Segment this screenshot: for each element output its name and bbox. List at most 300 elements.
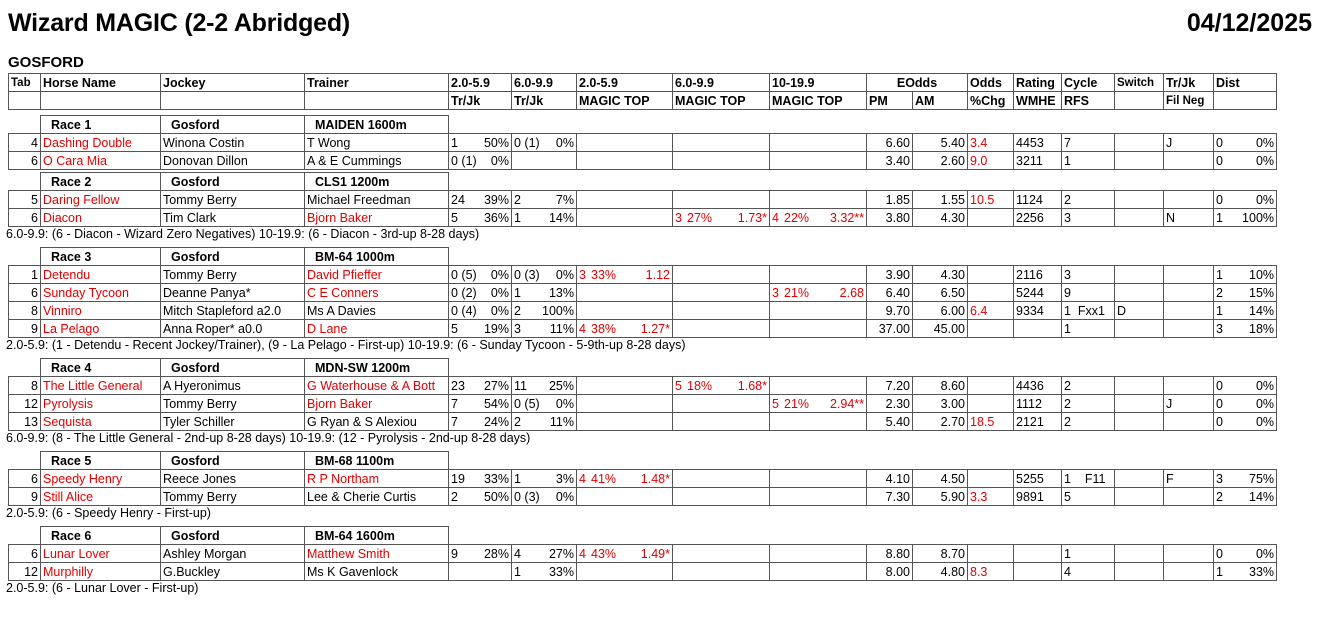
horse-name: Sequista (41, 413, 161, 431)
rating-wmhe: 3211 (1014, 152, 1062, 170)
stat-count: 0 (2) (451, 285, 477, 300)
eodds-am: 4.30 (913, 266, 968, 284)
magic-price: 2.94** (829, 396, 864, 411)
race-class: CLS1 1200m (305, 173, 449, 191)
dist-split (1216, 303, 1274, 319)
trjk-fil-neg (1164, 320, 1214, 338)
magic-top-10-19 (770, 488, 867, 506)
stat-split (514, 414, 574, 430)
dist-stat (1214, 563, 1277, 581)
col-subheader-empty (305, 92, 449, 110)
switch-value (1115, 395, 1164, 413)
runner-row[interactable] (9, 209, 1277, 227)
race-venue: Gosford (161, 359, 305, 377)
trjk-fil-neg: J (1164, 395, 1214, 413)
race-number: Race 3 (41, 248, 161, 266)
tab-number: 6 (9, 545, 41, 563)
runner-row[interactable] (9, 377, 1277, 395)
col-subheader-wmhe: WMHE (1014, 92, 1062, 110)
race-number: Race 6 (41, 527, 161, 545)
race-table (8, 451, 1277, 506)
switch-value (1115, 134, 1164, 152)
magic-top-10-19 (770, 377, 867, 395)
runner-row[interactable] (9, 284, 1277, 302)
rating-wmhe: 1124 (1014, 191, 1062, 209)
stat-count: 23 (451, 378, 465, 393)
stat-count: 19 (451, 471, 465, 486)
magic-split (772, 210, 864, 226)
magic-split (579, 546, 670, 562)
stat-split (451, 414, 509, 430)
trjk-6-9-stat (512, 413, 577, 431)
stat-split (514, 210, 574, 226)
trjk-fil-neg (1164, 377, 1214, 395)
magic-percent: 41% (591, 471, 617, 486)
tab-number: 12 (9, 395, 41, 413)
switch-value (1115, 488, 1164, 506)
dist-count: 1 (1216, 267, 1223, 282)
magic-price: 1.27* (640, 321, 670, 336)
venue-heading: GOSFORD (8, 54, 84, 71)
runner-row[interactable] (9, 302, 1277, 320)
stat-count: 1 (514, 285, 521, 300)
odds-change (968, 470, 1014, 488)
race-header-fill (449, 452, 1277, 470)
dist-count: 0 (1216, 378, 1223, 393)
magic-split (675, 378, 767, 394)
magic-top-10-19 (770, 413, 867, 431)
trainer-name: T Wong (305, 134, 449, 152)
stat-split (451, 378, 509, 394)
jockey-name: Mitch Stapleford a2.0 (161, 302, 305, 320)
horse-name: Vinniro (41, 302, 161, 320)
dist-percent: 100% (1242, 210, 1275, 225)
race-venue: Gosford (161, 527, 305, 545)
race-note: 2.0-5.9: (6 - Lunar Lover - First-up) (6, 581, 199, 595)
switch-value (1115, 266, 1164, 284)
magic-top-2-5 (577, 395, 673, 413)
race-class: MAIDEN 1600m (305, 116, 449, 134)
magic-rank: 4 (579, 321, 586, 336)
runner-row[interactable] (9, 413, 1277, 431)
magic-split (772, 285, 864, 301)
switch-value (1115, 470, 1164, 488)
magic-top-6-9 (673, 320, 770, 338)
col-header-switch: Switch (1115, 74, 1164, 92)
magic-top-2-5 (577, 377, 673, 395)
trjk-2-5-stat (449, 488, 512, 506)
runner-row[interactable] (9, 563, 1277, 581)
col-header-tab: Tab (9, 74, 41, 92)
magic-top-2-5 (577, 152, 673, 170)
trjk-6-9-stat (512, 395, 577, 413)
stat-split (451, 321, 509, 337)
trainer-name: Bjorn Baker (305, 209, 449, 227)
trainer-name: Matthew Smith (305, 545, 449, 563)
stat-split (514, 135, 574, 151)
dist-percent: 0% (1255, 546, 1275, 561)
col-header-rating: Rating (1014, 74, 1062, 92)
magic-split (579, 321, 670, 337)
stat-count: 0 (3) (514, 489, 540, 504)
cycle-rfs: 2 (1062, 395, 1115, 413)
magic-top-10-19 (770, 152, 867, 170)
switch-value (1115, 152, 1164, 170)
runner-row[interactable] (9, 266, 1277, 284)
runner-row[interactable] (9, 488, 1277, 506)
rating-wmhe: 2256 (1014, 209, 1062, 227)
switch-value (1115, 563, 1164, 581)
runner-row[interactable] (9, 545, 1277, 563)
horse-name: Pyrolysis (41, 395, 161, 413)
stat-split (451, 192, 509, 208)
runner-row[interactable] (9, 191, 1277, 209)
dist-percent: 0% (1255, 153, 1275, 168)
rating-wmhe: 4453 (1014, 134, 1062, 152)
dist-percent: 18% (1249, 321, 1275, 336)
jockey-name: Tommy Berry (161, 191, 305, 209)
odds-change (968, 377, 1014, 395)
stat-percent: 0% (555, 489, 574, 504)
race-header-fill (449, 173, 1277, 191)
magic-price: 3.32** (829, 210, 864, 225)
trainer-name: A & E Cummings (305, 152, 449, 170)
trjk-6-9-stat (512, 563, 577, 581)
tab-number: 6 (9, 209, 41, 227)
trjk-fil-neg (1164, 302, 1214, 320)
stat-count: 0 (1) (451, 153, 477, 168)
header-row-2 (9, 92, 1277, 110)
eodds-pm: 6.40 (867, 284, 913, 302)
runner-row[interactable] (9, 320, 1277, 338)
eodds-pm: 1.85 (867, 191, 913, 209)
dist-stat (1214, 488, 1277, 506)
runner-row[interactable] (9, 134, 1277, 152)
stat-count: 11 (514, 378, 527, 393)
race-class: MDN-SW 1200m (305, 359, 449, 377)
trjk-6-9-stat (512, 470, 577, 488)
jockey-name: Donovan Dillon (161, 152, 305, 170)
stat-percent: 33% (548, 564, 574, 579)
magic-top-2-5 (577, 302, 673, 320)
rating-wmhe: 9891 (1014, 488, 1062, 506)
runner-row[interactable] (9, 152, 1277, 170)
trjk-2-5-stat (449, 134, 512, 152)
stat-percent: 0% (490, 285, 509, 300)
trjk-fil-neg: N (1164, 209, 1214, 227)
trjk-2-5-stat (449, 302, 512, 320)
horse-name: O Cara Mia (41, 152, 161, 170)
stat-percent: 13% (548, 285, 574, 300)
horse-name: Daring Fellow (41, 191, 161, 209)
dist-percent: 10% (1249, 267, 1275, 282)
trainer-name: Michael Freedman (305, 191, 449, 209)
col-header-odds: Odds (968, 74, 1014, 92)
trjk-6-9-stat (512, 134, 577, 152)
jockey-name: G.Buckley (161, 563, 305, 581)
eodds-pm: 8.80 (867, 545, 913, 563)
switch-value (1115, 191, 1164, 209)
eodds-am: 4.80 (913, 563, 968, 581)
col-header-cycle: Cycle (1062, 74, 1115, 92)
rating-wmhe (1014, 320, 1062, 338)
magic-price: 1.48* (640, 471, 670, 486)
eodds-am: 1.55 (913, 191, 968, 209)
dist-stat (1214, 302, 1277, 320)
race-class: BM-64 1600m (305, 527, 449, 545)
stat-split (451, 396, 509, 412)
magic-top-10-19 (770, 563, 867, 581)
tab-number: 6 (9, 284, 41, 302)
stat-percent: 36% (483, 210, 509, 225)
horse-name: La Pelago (41, 320, 161, 338)
col-subheader-tj-6-9: Tr/Jk (512, 92, 577, 110)
dist-percent: 14% (1249, 489, 1275, 504)
dist-stat (1214, 377, 1277, 395)
odds-change: 9.0 (968, 152, 1014, 170)
stat-count: 0 (1) (514, 135, 540, 150)
eodds-pm: 3.40 (867, 152, 913, 170)
magic-split (579, 267, 670, 283)
magic-top-2-5 (577, 191, 673, 209)
stat-percent: 100% (542, 303, 574, 318)
tab-number: 12 (9, 563, 41, 581)
magic-price: 1.12 (645, 267, 670, 282)
dist-split (1216, 153, 1274, 169)
odds-change (968, 395, 1014, 413)
dist-split (1216, 285, 1274, 301)
jockey-name: Tyler Schiller (161, 413, 305, 431)
col-subheader-switch (1115, 92, 1164, 110)
stat-count: 1 (514, 210, 521, 225)
cycle-rfs: 2 (1062, 413, 1115, 431)
eodds-pm: 2.30 (867, 395, 913, 413)
race-number: Race 4 (41, 359, 161, 377)
stat-percent: 25% (548, 378, 574, 393)
race-spacer (9, 527, 41, 545)
jockey-name: Winona Costin (161, 134, 305, 152)
horse-name: Detendu (41, 266, 161, 284)
stat-split (451, 210, 509, 226)
stat-percent: 28% (483, 546, 509, 561)
stat-percent: 3% (555, 471, 574, 486)
stat-percent: 50% (483, 489, 509, 504)
stat-split (451, 153, 509, 169)
magic-split (579, 471, 670, 487)
eodds-am: 5.90 (913, 488, 968, 506)
col-subheader-empty (9, 92, 41, 110)
trjk-6-9-stat (512, 209, 577, 227)
stat-count: 0 (4) (451, 303, 477, 318)
race-header-fill (449, 248, 1277, 266)
tab-number: 4 (9, 134, 41, 152)
dist-stat (1214, 395, 1277, 413)
race-number: Race 2 (41, 173, 161, 191)
stat-percent: 0% (555, 135, 574, 150)
eodds-am: 2.60 (913, 152, 968, 170)
stat-split (514, 378, 574, 394)
magic-percent: 33% (591, 267, 617, 282)
magic-rank: 3 (579, 267, 586, 282)
jockey-name: A Hyeronimus (161, 377, 305, 395)
horse-name: Murphilly (41, 563, 161, 581)
magic-split (675, 210, 767, 226)
magic-top-6-9 (673, 134, 770, 152)
trainer-name: David Pfieffer (305, 266, 449, 284)
dist-percent: 0% (1255, 135, 1275, 150)
stat-count: 0 (5) (451, 267, 477, 282)
switch-value (1115, 545, 1164, 563)
stat-count: 2 (514, 303, 521, 318)
trainer-name: Lee & Cherie Curtis (305, 488, 449, 506)
stat-percent: 39% (483, 192, 509, 207)
magic-top-2-5 (577, 545, 673, 563)
eodds-am: 45.00 (913, 320, 968, 338)
runner-row[interactable] (9, 470, 1277, 488)
dist-stat (1214, 209, 1277, 227)
stat-count: 24 (451, 192, 465, 207)
stat-split (451, 267, 509, 283)
magic-top-6-9 (673, 377, 770, 395)
magic-top-6-9 (673, 302, 770, 320)
col-header-magic-2-5: 2.0-5.9 (577, 74, 673, 92)
stat-split (514, 489, 574, 505)
stat-count: 1 (514, 564, 521, 579)
dist-stat (1214, 470, 1277, 488)
trjk-2-5-stat (449, 284, 512, 302)
horse-name: Still Alice (41, 488, 161, 506)
rating-wmhe: 2121 (1014, 413, 1062, 431)
trjk-2-5-stat (449, 266, 512, 284)
dist-count: 1 (1216, 210, 1223, 225)
race-header-row (9, 359, 1277, 377)
magic-top-2-5 (577, 413, 673, 431)
stat-split (514, 192, 574, 208)
header-row-1 (9, 74, 1277, 92)
eodds-am: 4.50 (913, 470, 968, 488)
report-date: 04/12/2025 (1186, 9, 1312, 37)
jockey-name: Ashley Morgan (161, 545, 305, 563)
stat-percent: 54% (483, 396, 509, 411)
eodds-pm: 37.00 (867, 320, 913, 338)
horse-name: Dashing Double (41, 134, 161, 152)
race-header-fill (449, 359, 1277, 377)
col-header-dist: Dist (1214, 74, 1277, 92)
trjk-fil-neg (1164, 266, 1214, 284)
race-spacer (9, 248, 41, 266)
stat-percent: 7% (555, 192, 574, 207)
eodds-pm: 7.30 (867, 488, 913, 506)
magic-price: 2.68 (839, 285, 864, 300)
col-subheader-empty (161, 92, 305, 110)
stat-percent: 0% (490, 303, 509, 318)
stat-percent: 0% (555, 267, 574, 282)
rating-wmhe: 2116 (1014, 266, 1062, 284)
race-header-fill (449, 116, 1277, 134)
magic-top-10-19 (770, 302, 867, 320)
dist-split (1216, 564, 1274, 580)
col-subheader-rfs: RFS (1062, 92, 1115, 110)
stat-percent: 14% (548, 210, 574, 225)
magic-rank: 4 (579, 546, 586, 561)
trjk-fil-neg (1164, 413, 1214, 431)
tab-number: 6 (9, 470, 41, 488)
stat-split (451, 471, 509, 487)
tab-number: 9 (9, 320, 41, 338)
cycle-rfs: 1 (1062, 152, 1115, 170)
col-subheader-am: AM (913, 92, 968, 110)
jockey-name: Anna Roper* a0.0 (161, 320, 305, 338)
magic-price: 1.73* (737, 210, 767, 225)
odds-change: 6.4 (968, 302, 1014, 320)
jockey-name: Reece Jones (161, 470, 305, 488)
magic-rank: 5 (772, 396, 779, 411)
col-subheader-magic-2-5: MAGIC TOP (577, 92, 673, 110)
dist-percent: 0% (1255, 396, 1275, 411)
magic-top-10-19 (770, 284, 867, 302)
tab-number: 6 (9, 152, 41, 170)
trjk-2-5-stat (449, 209, 512, 227)
race-note: 2.0-5.9: (1 - Detendu - Recent Jockey/Trainer), (9 - La Pelago - First-up) 10-19.9: (6 - Sunday Tycoon - 5-9th-up 8-28 days) (6, 338, 686, 352)
eodds-am: 2.70 (913, 413, 968, 431)
magic-percent: 22% (784, 210, 810, 225)
tab-number: 1 (9, 266, 41, 284)
trjk-fil-neg (1164, 284, 1214, 302)
dist-percent: 33% (1249, 564, 1275, 579)
trjk-fil-neg: F (1164, 470, 1214, 488)
cycle-rfs: 2 (1062, 191, 1115, 209)
odds-change (968, 209, 1014, 227)
race-header-row (9, 116, 1277, 134)
horse-name: Speedy Henry (41, 470, 161, 488)
cycle-rfs: 1 F11 (1062, 470, 1115, 488)
stat-count: 2 (451, 489, 458, 504)
tab-number: 8 (9, 377, 41, 395)
race-number: Race 1 (41, 116, 161, 134)
trjk-6-9-stat (512, 302, 577, 320)
stat-count: 1 (514, 471, 521, 486)
col-subheader-tj-2-5: Tr/Jk (449, 92, 512, 110)
trainer-name: Bjorn Baker (305, 395, 449, 413)
switch-value: D (1115, 302, 1164, 320)
eodds-am: 8.70 (913, 545, 968, 563)
rating-wmhe (1014, 545, 1062, 563)
eodds-am: 6.50 (913, 284, 968, 302)
race-header-row (9, 452, 1277, 470)
stat-count: 3 (514, 321, 521, 336)
jockey-name: Deanne Panya* (161, 284, 305, 302)
magic-top-6-9 (673, 152, 770, 170)
trjk-6-9-stat (512, 377, 577, 395)
race-header-row (9, 173, 1277, 191)
eodds-am: 3.00 (913, 395, 968, 413)
stat-percent: 0% (490, 267, 509, 282)
dist-stat (1214, 413, 1277, 431)
col-subheader-fil-neg: Fil Neg (1164, 92, 1214, 110)
dist-stat (1214, 320, 1277, 338)
dist-count: 0 (1216, 192, 1223, 207)
race-venue: Gosford (161, 116, 305, 134)
trjk-6-9-stat (512, 545, 577, 563)
dist-percent: 0% (1255, 414, 1275, 429)
eodds-am: 5.40 (913, 134, 968, 152)
runner-row[interactable] (9, 395, 1277, 413)
stat-percent: 0% (490, 153, 509, 168)
magic-top-2-5 (577, 470, 673, 488)
rating-wmhe: 5255 (1014, 470, 1062, 488)
cycle-rfs: 7 (1062, 134, 1115, 152)
stat-percent: 0% (555, 396, 574, 411)
